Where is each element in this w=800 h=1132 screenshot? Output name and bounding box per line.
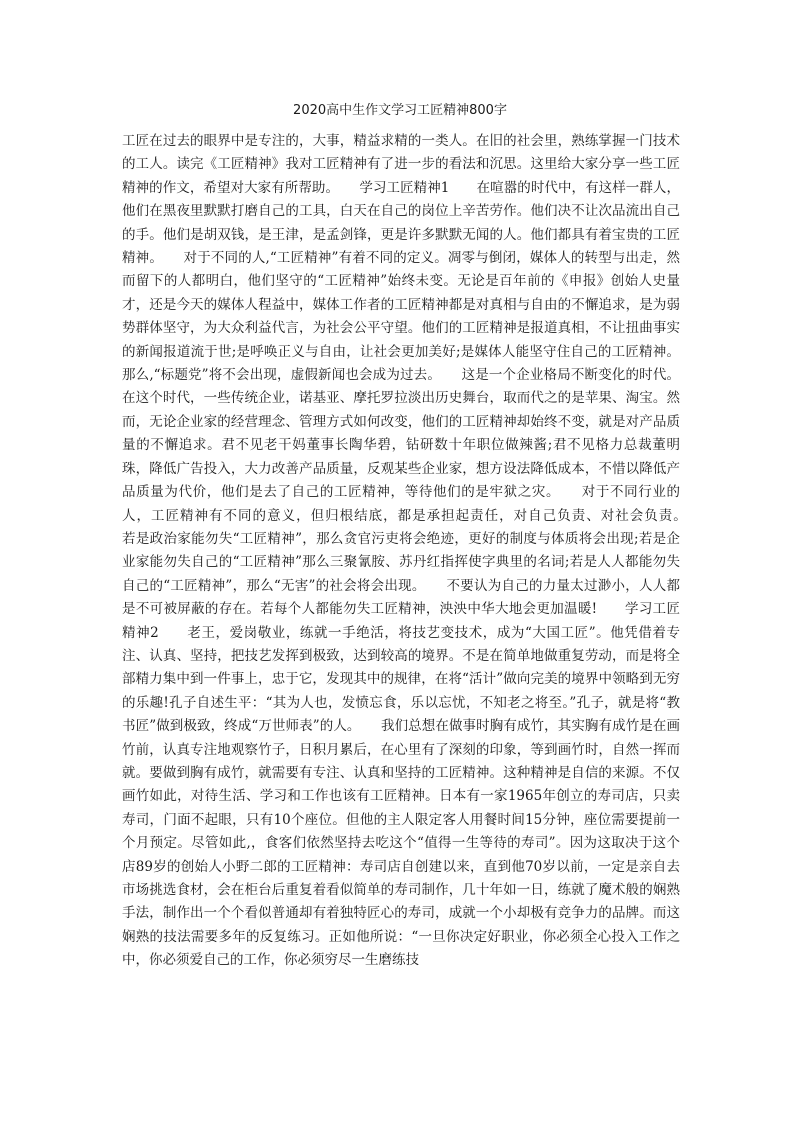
document-title: 2020高中生作文学习工匠精神800字 — [293, 103, 507, 118]
document-body-text: 工匠在过去的眼界中是专注的，大事，精益求精的一类人。在旧的社会里，熟练掌握一门技术的工人。读完《工匠精神》我对工匠精神有了进一步的看法和沉思。这里给大家分享一些工匠精神的作文，希望对大家有所帮助。 学习工匠精神1 在喧嚣的时代中，有这样一群人，他们在黑夜里默默打磨自己的工具，白天在自己的岗位上辛苦劳作。他们决不让次品流出自己的手。他们是胡双钱，是王津，是孟剑锋，更是许多默默无闻的人。他们都具有着宝贵的工匠精神。 对于不同的人,“工匠精神”有着不同的定义。凋零与倒闭，媒体人的转型与出走，然而留下的人都明白，他们坚守的“工匠精神”始终未变。无论是百年前的《申报》创始人史量才，还是今天的媒体人程益中，媒体工作者的工匠精神都是对真相与自由的不懈追求，是为弱势群体坚守，为大众利益代言，为社会公平守望。他们的工匠精神是报道真相，不让扭曲事实的新闻报道流于世;是呼唤正义与自由，让社会更加美好;是媒体人能坚守住自己的工匠精神。那么,“标题党”将不会出现，虚假新闻也会成为过去。 这是一个企业格局不断变化的时代。在这个时代，一些传统企业，诺基亚、摩托罗拉淡出历史舞台，取而代之的是苹果、淘宝。然而，无论企业家的经营理念、管理方式如何改变，他们的工匠精神却始终不变，就是对产品质量的不懈追求。君不见老干妈董事长陶华碧，钻研数十年职位做辣酱;君不见格力总裁董明珠，降低广告投入，大力改善产品质量，反观某些企业家，想方设法降低成本，不惜以降低产品质量为代价，他们是去了自己的工匠精神，等待他们的是牢狱之灾。 对于不同行业的人，工匠精神有不同的意义，但归根结底，都是承担起责任，对自己负责、对社会负责。 若是政治家能勿失“工匠精神”，那么贪官污吏将会绝迹，更好的制度与体质将会出现;若是企业家能勿失自己的“工匠精神”那么三聚氰胺、苏丹红指挥使字典里的名词;若是人人都能勿失自己的“工匠精神”，那么“无害”的社会将会出现。 不要认为自己的力量太过渺小，人人都是不可被屏蔽的存在。若每个人都能勿失工匠精神，泱泱中华大地会更加温暖! 学习工匠精神2 老王，爱岗敬业，练就一手绝活，将技艺变技术，成为“大国工匠”。他凭借着专注、认真、坚持，把技艺发挥到极致，达到较高的境界。不是在简单地做重复劳动，而是将全部精力集中到一件事上，忠于它，发现其中的规律，在将“活计”做向完美的境界中领略到无穷的乐趣!孔子自述生平：“其为人也，发愤忘食，乐以忘忧，不知老之将至。”孔子，就是将“教书匠”做到极致，终成“万世师表”的人。 我们总想在做事时胸有成竹，其实胸有成竹是在画竹前，认真专注地观察竹子，日积月累后，在心里有了深刻的印象，等到画竹时，自然一挥而就。要做到胸有成竹，就需要有专注、认真和坚持的工匠精神。这种精神是自信的来源。不仅画竹如此，对待生活、学习和工作也该有工匠精神。日本有一家1965年创立的寿司店，只卖寿司，门面不起眼，只有10个座位。但他的主人限定客人用餐时间15分钟，座位需要提前一个月预定。尽管如此,，食客们依然坚持去吃这个“值得一生等待的寿司”。因为这取决于这个店89岁的创始人小野二郎的工匠精神：寿司店自创建以来，直到他70岁以前，一定是亲自去市场挑选食材，会在柜台后重复着看似简单的寿司制作，几十年如一日，练就了魔术般的娴熟手法，制作出一个个看似普通却有着独特匠心的寿司，成就一个小却极有竞争力的品牌。而这娴熟的技法需要多年的反复练习。正如他所说：“一旦你决定好职业，你必须全心投入工作之中，你必须爱自己的工作，你必须穷尽一生磨练技 — [122, 133, 707, 969]
